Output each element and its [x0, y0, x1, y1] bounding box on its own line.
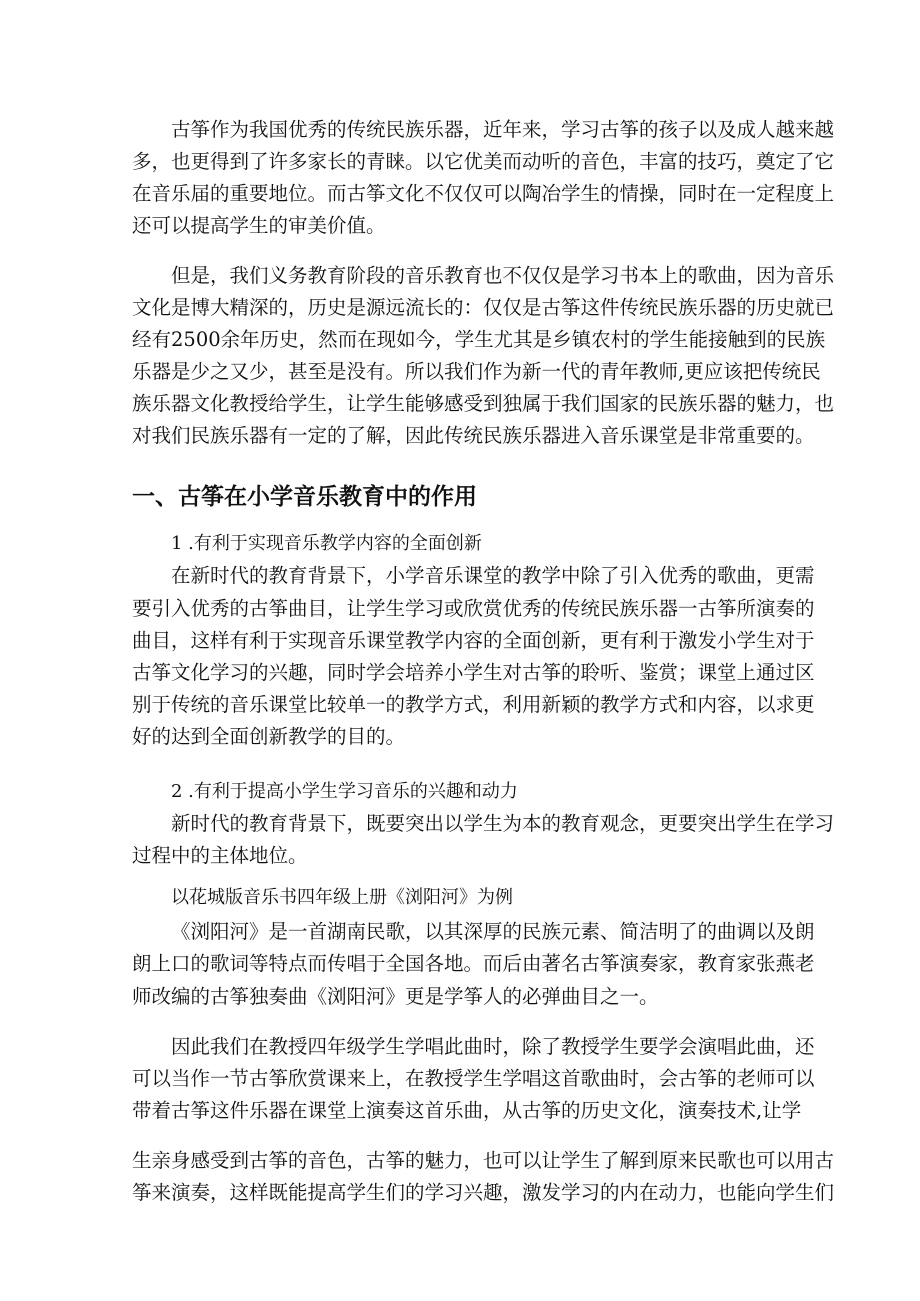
paragraph-line: 古筝文化学习的兴趣，同时学会培养小学生对古筝的聆听、鉴赏；课堂上通过区: [132, 661, 815, 684]
subheading-2: 2 .有利于提高小学生学习音乐的兴趣和动力: [171, 781, 518, 802]
paragraph-line: 筝来演奏，这样既能提高学生们的学习兴趣，激发学习的内在动力，也能向学生们: [132, 1181, 835, 1204]
paragraph-line: 乐器是少之又少，甚至是没有。所以我们作为新一代的青年教师,更应该把传统民: [132, 360, 821, 383]
subheading-1: 1 .有利于实现音乐教学内容的全面创新: [171, 533, 482, 554]
paragraph-line: 多，也更得到了许多家长的青睐。以它优美而动听的音色，丰富的技巧，奠定了它: [132, 150, 835, 173]
paragraph-line: 还可以提高学生的审美价值。: [132, 214, 386, 237]
paragraph-line: 好的达到全面创新教学的目的。: [132, 725, 406, 748]
paragraph-line: 带着古筝这件乐器在课堂上演奏这首乐曲，从古筝的历史文化，演奏技术,让学: [132, 1099, 802, 1122]
paragraph-line: 新时代的教育背景下，既要突出以学生为本的教育观念，更要突出学生在学习: [171, 812, 835, 835]
paragraph-line: 对我们民族乐器有一定的了解，因此传统民族乐器进入音乐课堂是非常重要的。: [132, 424, 815, 447]
paragraph-line: 过程中的主体地位。: [132, 844, 308, 867]
paragraph-line: 别于传统的音乐课堂比较单一的教学方式，利用新颖的教学方式和内容，以求更: [132, 693, 815, 716]
paragraph-line: 要引入优秀的古筝曲目，让学生学习或欣赏优秀的传统民族乐器一古筝所演奏的: [132, 597, 815, 620]
paragraph-line: 因此我们在教授四年级学生学唱此曲时，除了教授学生要学会演唱此曲，还: [171, 1035, 815, 1058]
paragraph-line: 生亲身感受到古筝的音色，古筝的魅力，也可以让学生了解到原来民歌也可以用古: [132, 1149, 835, 1172]
paragraph-line: 族乐器文化教授给学生，让学生能够感受到独属于我们国家的民族乐器的魅力，也: [132, 392, 835, 415]
paragraph-line: 曲目，这样有利于实现音乐课堂教学内容的全面创新，更有利于激发小学生对于: [132, 629, 815, 652]
section-heading: 一、古筝在小学音乐教育中的作用: [132, 484, 477, 510]
example-label: 以花城版音乐书四年级上册《浏阳河》为例: [171, 887, 513, 908]
paragraph-line: 《浏阳河》是一首湖南民歌，以其深厚的民族元素、简洁明了的曲调以及朗: [171, 920, 815, 943]
paragraph-line: 古筝作为我国优秀的传统民族乐器，近年来，学习古筝的孩子以及成人越来越: [171, 118, 835, 141]
paragraph-line: 可以当作一节古筝欣赏课来上，在教授学生学唱这首歌曲时，会古筝的老师可以: [132, 1067, 815, 1090]
paragraph-line: 朗上口的歌词等特点而传唱于全国各地。而后由著名古筝演奏家，教育家张燕老: [132, 952, 815, 975]
paragraph-line: 文化是博大精深的，历史是源远流长的：仅仅是古筝这件传统民族乐器的历史就已: [132, 296, 835, 319]
paragraph-line: 在新时代的教育背景下，小学音乐课堂的教学中除了引入优秀的歌曲，更需: [171, 564, 815, 587]
paragraph-line: 在音乐届的重要地位。而古筝文化不仅仅可以陶冶学生的情操，同时在一定程度上: [132, 182, 835, 205]
paragraph-line: 师改编的古筝独奏曲《浏阳河》更是学筝人的必弹曲目之一。: [132, 985, 659, 1008]
paragraph-line: 经有2500余年历史，然而在现如今，学生尤其是乡镇农村的学生能接触到的民族: [132, 328, 826, 351]
paragraph-line: 但是，我们义务教育阶段的音乐教育也不仅仅是学习书本上的歌曲，因为音乐: [171, 264, 835, 287]
